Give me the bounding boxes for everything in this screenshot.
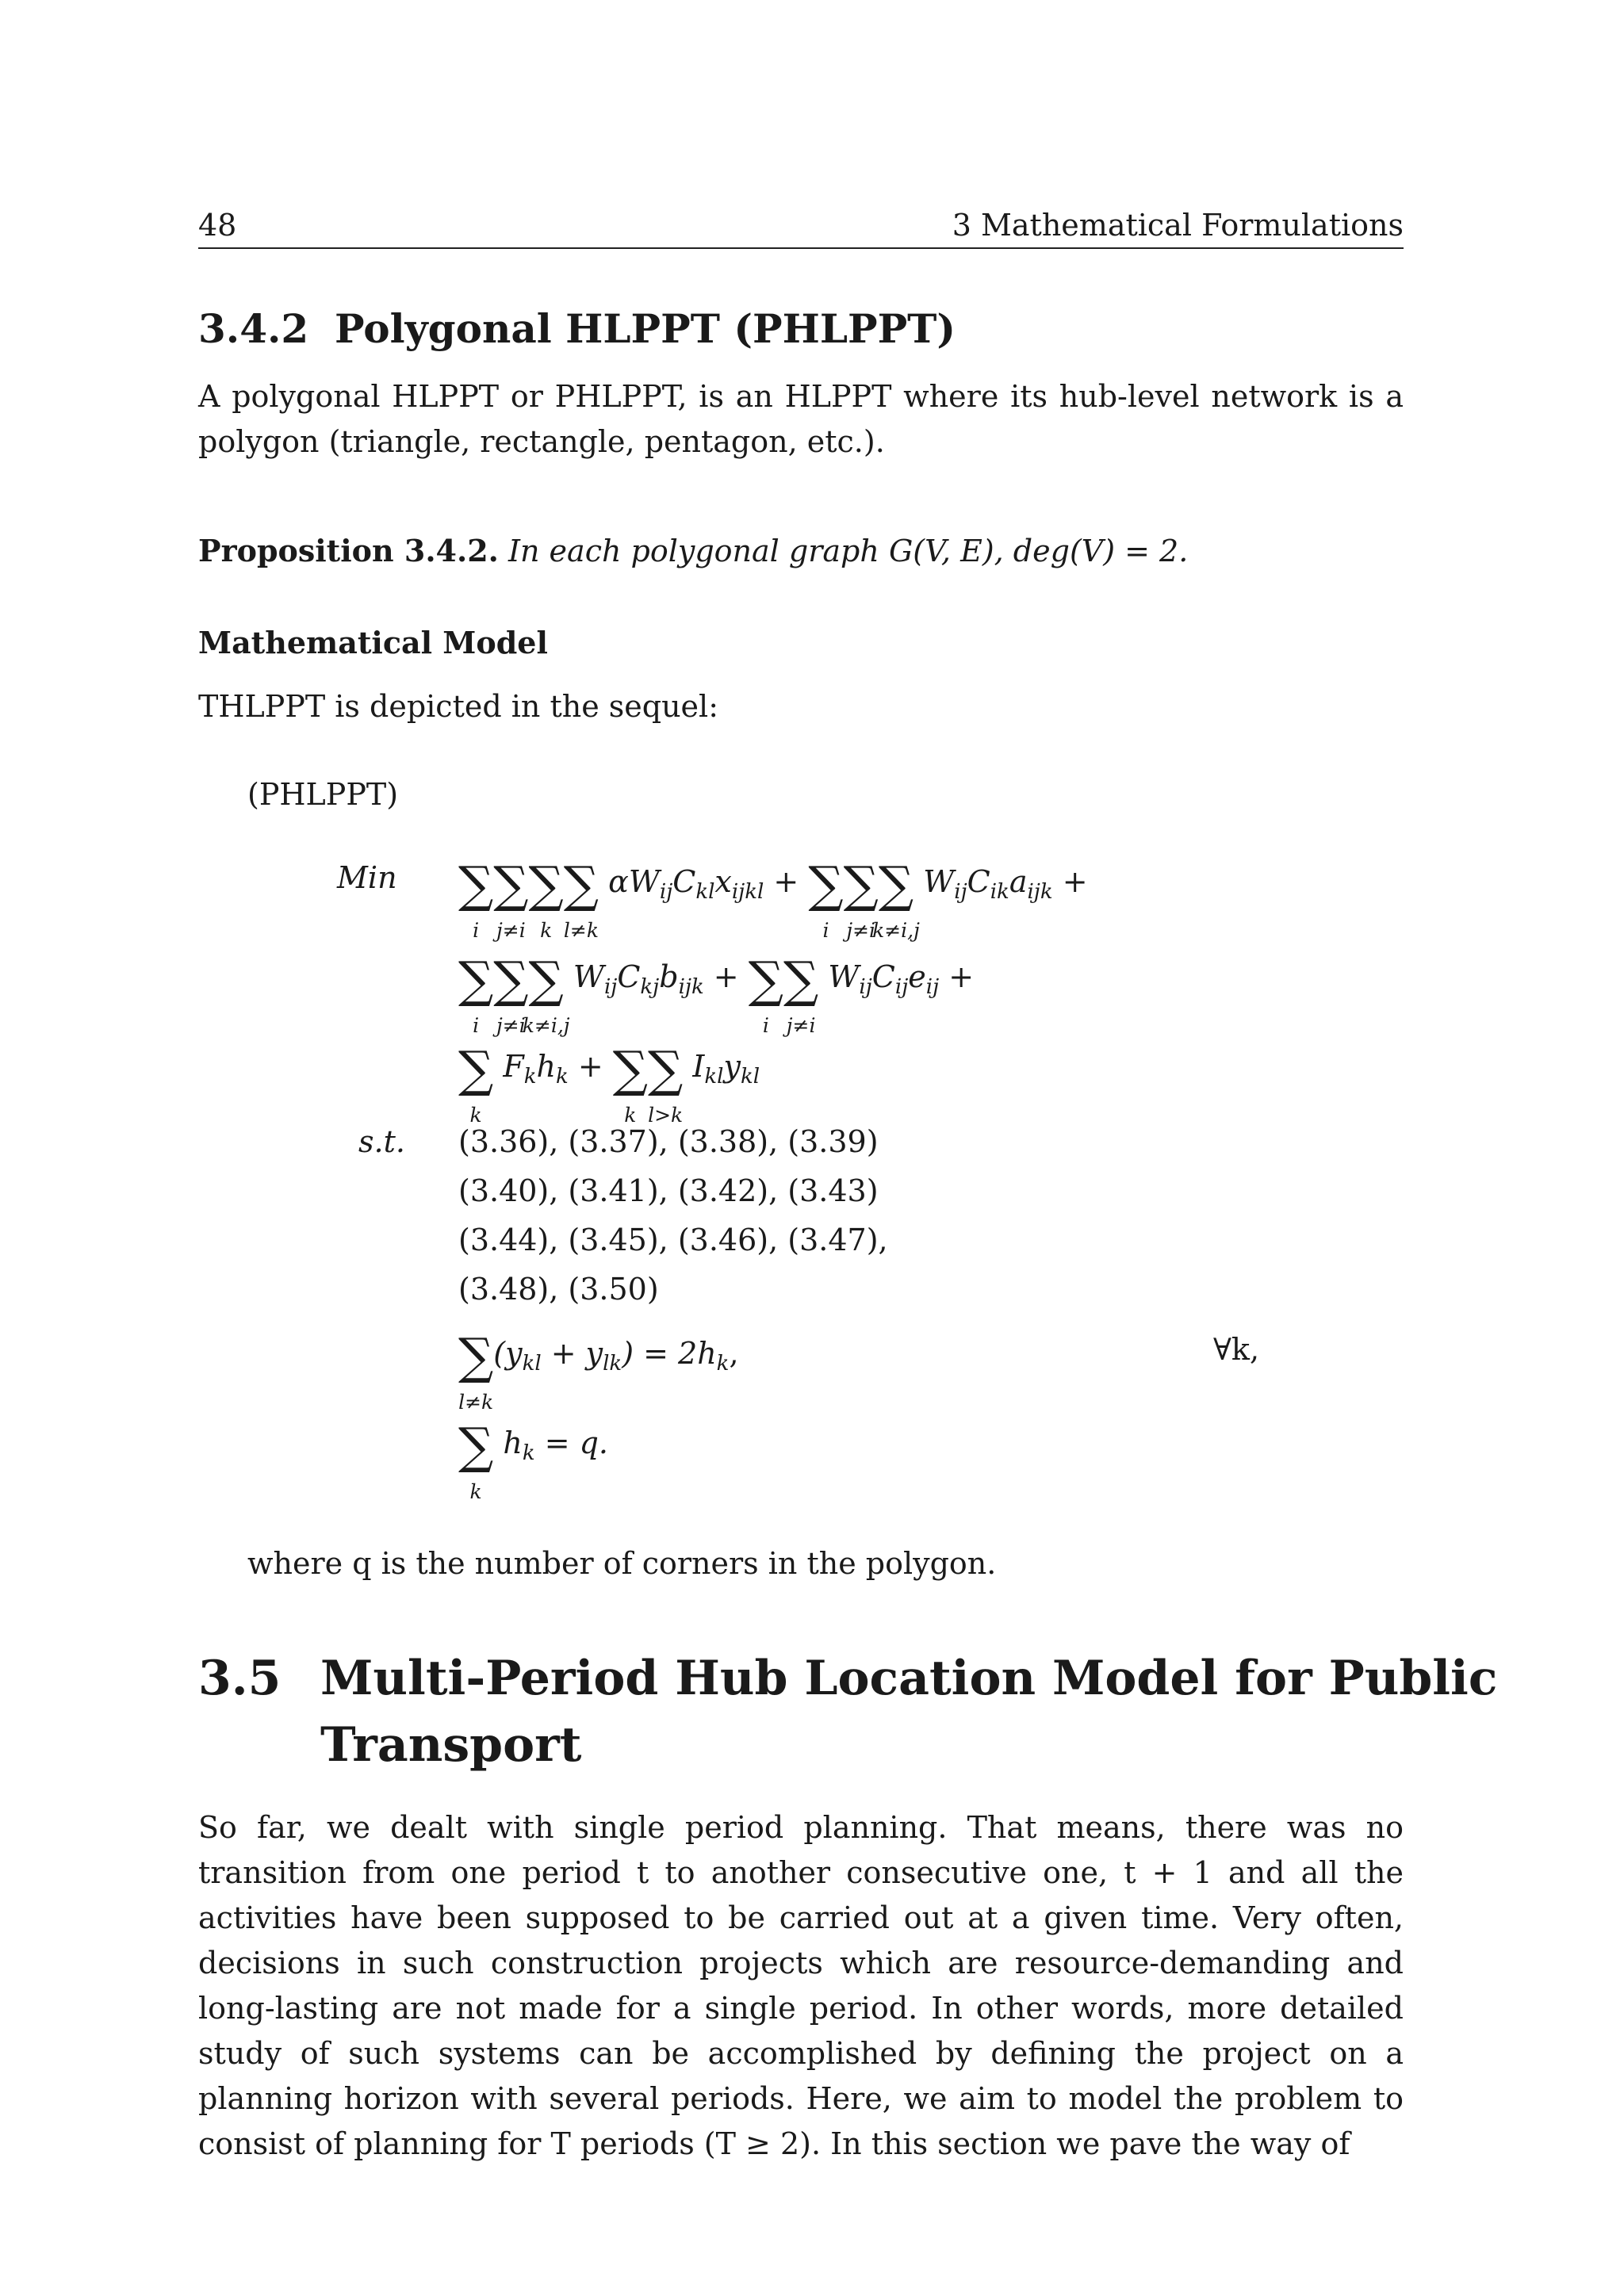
section-title-line-2: Transport <box>320 1717 582 1773</box>
objective-line-3 <box>458 1040 760 1127</box>
proposition-statement: In each polygonal graph G(V, E), deg(V) = 2. <box>508 534 1189 568</box>
subscript: ik <box>990 880 1009 904</box>
subscript: k <box>522 1441 535 1465</box>
term: + y <box>541 1336 603 1371</box>
term: ) = 2h <box>622 1336 717 1371</box>
objective-line-2 <box>458 951 975 1037</box>
constraint-refs: (3.48), (3.50) <box>458 1272 659 1307</box>
term: (y <box>493 1336 523 1371</box>
chapter-title: 3 Mathematical Formulations <box>952 208 1404 243</box>
sum-symbol: ∑ j≠i <box>493 951 529 1037</box>
subscript: ij <box>859 975 872 999</box>
constraint-refs: (3.36), (3.37), (3.38), (3.39) <box>458 1124 879 1159</box>
term: y <box>723 1049 741 1084</box>
min-label: Min <box>337 860 397 895</box>
sum-symbol: ∑ k≠i,j <box>522 951 570 1037</box>
sum-symbol: ∑ j≠i <box>493 855 529 942</box>
term: a <box>1009 864 1028 899</box>
sum-symbol: ∑ l>k <box>648 1040 684 1127</box>
subscript: ij <box>954 880 967 904</box>
sum-index: i <box>473 1014 480 1037</box>
running-header <box>198 208 1404 249</box>
subscript: ij <box>894 975 909 999</box>
sum-symbol: ∑ l≠k <box>458 1327 494 1414</box>
page-number: 48 <box>198 208 237 243</box>
forall-condition: ∀k, <box>1213 1332 1260 1367</box>
subscript: ijk <box>1027 880 1053 904</box>
sum-symbol: ∑ k <box>458 1417 494 1503</box>
objective-line-1 <box>458 855 1088 942</box>
term: W <box>923 864 955 899</box>
sum-index: i <box>822 919 829 942</box>
sum-symbol: ∑ k <box>458 1040 494 1127</box>
sum-index: k≠i,j <box>872 919 920 942</box>
sum-index: i <box>473 919 480 942</box>
subscript: kl <box>522 1352 542 1376</box>
model-intro: THLPPT is depicted in the sequel: <box>198 689 719 724</box>
term: F <box>503 1049 524 1084</box>
operator: + <box>939 959 975 994</box>
sum-index: j≠i <box>496 919 526 942</box>
subscript: k <box>523 1065 537 1089</box>
operator: + <box>764 864 809 899</box>
sum-index: k <box>540 919 553 942</box>
term: x <box>714 864 732 899</box>
term: h <box>536 1049 556 1084</box>
term: = q. <box>534 1425 609 1460</box>
subscript: k <box>716 1352 730 1376</box>
count-constraint <box>458 1417 609 1503</box>
st-label: s.t. <box>358 1124 405 1159</box>
sum-symbol: ∑ i <box>458 855 494 942</box>
model-name: (PHLPPT) <box>247 777 399 812</box>
section-paragraph: So far, we dealt with single period planning. That means, there was no transition from one period t to another consecutive one, t + 1 and all the activities have been supposed to be carried out at a given time. Very often, decisions in such construction projects which are resource-demanding and long-lasting are not made for a single period. In other words, more detailed study of such systems can be accomplished by defining the project on a planning horizon with several periods. Here, we aim to model the problem to consist of planning for T periods (T ≥ 2). In this section we pave the way of <box>198 1810 1404 2161</box>
operator: + <box>1052 864 1088 899</box>
subscript: kl <box>740 1065 760 1089</box>
proposition-label: Proposition 3.4.2. <box>198 533 499 568</box>
term: C <box>967 864 990 899</box>
subscript: kl <box>704 1065 724 1089</box>
term: C <box>871 959 895 994</box>
sum-index: k≠i,j <box>522 1014 570 1037</box>
subscript: kj <box>640 975 660 999</box>
sum-index: i <box>762 1014 769 1037</box>
sum-index: k <box>469 1480 482 1503</box>
sum-symbol: ∑ k <box>612 1040 649 1127</box>
subscript: ij <box>603 975 618 999</box>
section-heading-3-4-2 <box>198 305 956 352</box>
term: W <box>828 959 860 994</box>
operator: + <box>568 1049 613 1084</box>
term: W <box>573 959 604 994</box>
where-note: where q is the number of corners in the polygon. <box>247 1546 997 1581</box>
term: I <box>692 1049 705 1084</box>
sum-index: l≠k <box>458 1391 494 1414</box>
subscript: ij <box>925 975 940 999</box>
subscript: k <box>555 1065 569 1089</box>
term: C <box>617 959 641 994</box>
proposition <box>198 533 1188 568</box>
sum-index: l>k <box>648 1104 684 1127</box>
constraint-refs: (3.40), (3.41), (3.42), (3.43) <box>458 1173 879 1208</box>
subsection-heading: Mathematical Model <box>198 625 548 660</box>
punctuation: , <box>729 1336 739 1371</box>
section-title: Polygonal HLPPT (PHLPPT) <box>335 305 956 352</box>
sum-symbol: ∑ j≠i <box>783 951 819 1037</box>
sum-symbol: ∑ i <box>458 951 494 1037</box>
term: αW <box>608 864 660 899</box>
sum-index: j≠i <box>846 919 876 942</box>
subscript: lk <box>603 1352 622 1376</box>
subscript: ijkl <box>731 880 764 904</box>
term: b <box>659 959 679 994</box>
term: e <box>908 959 926 994</box>
constraint-refs: (3.44), (3.45), (3.46), (3.47), <box>458 1223 888 1257</box>
subscript: ijk <box>678 975 704 999</box>
sum-index: j≠i <box>496 1014 526 1037</box>
sum-index: k <box>624 1104 637 1127</box>
sum-symbol: ∑ k≠i,j <box>872 855 920 942</box>
sum-symbol: ∑ j≠i <box>843 855 879 942</box>
sum-symbol: ∑ k <box>528 855 564 942</box>
sum-symbol: ∑ l≠k <box>563 855 599 942</box>
sum-symbol: ∑ i <box>808 855 844 942</box>
section-number: 3.4.2 <box>198 305 309 352</box>
subscript: ij <box>659 880 673 904</box>
sum-index: k <box>469 1104 482 1127</box>
sum-index: l≠k <box>563 919 599 942</box>
term: h <box>503 1425 523 1460</box>
operator: + <box>703 959 749 994</box>
sum-symbol: ∑ i <box>748 951 783 1037</box>
section-title-line-1: Multi-Period Hub Location Model for Public <box>320 1651 1498 1706</box>
section-paragraph: A polygonal HLPPT or PHLPPT, is an HLPPT where its hub-level network is a polygon (triangle, rectangle, pentagon, etc.). <box>198 379 1404 459</box>
degree-constraint <box>458 1327 739 1414</box>
sum-index: j≠i <box>786 1014 816 1037</box>
subscript: kl <box>695 880 715 904</box>
section-number: 3.5 <box>198 1651 282 1706</box>
term: C <box>672 864 696 899</box>
